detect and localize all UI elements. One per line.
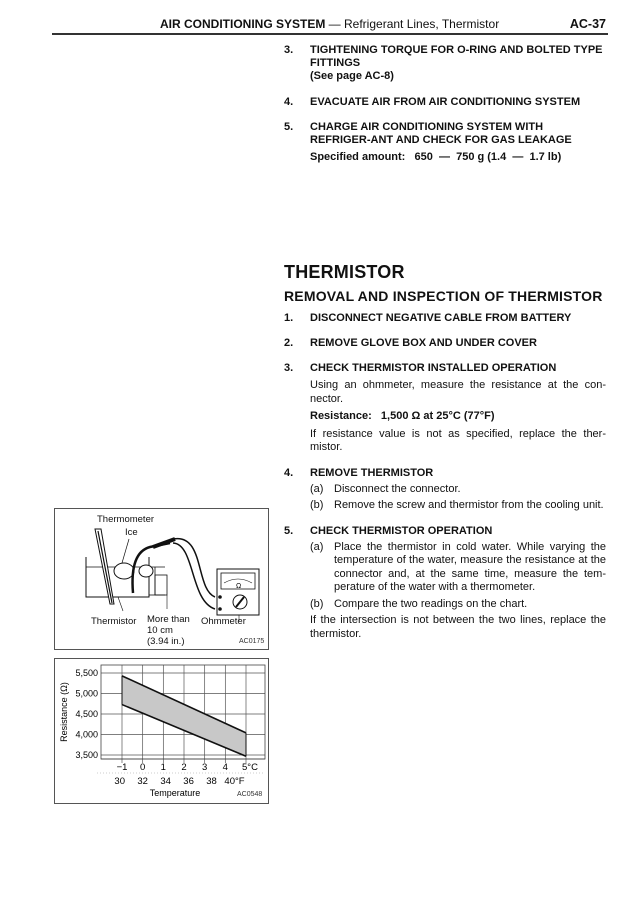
y-axis-label: Resistance (Ω) [59, 682, 69, 742]
substep-text: Place the thermistor in cold water. While varying the temperature of the water, measure the resistance at the connector and, at the same time, measure the tem-perature of the water with a thermometer. [334, 540, 606, 593]
y-tick-label: 3,500 [75, 750, 98, 760]
step-title: REMOVE THERMISTOR [310, 466, 434, 479]
thermistor-label: Thermistor [91, 616, 137, 627]
thermistor-steps [284, 312, 606, 641]
x-axis-label: Temperature [149, 788, 201, 798]
ohmmeter-label: Ohmmeter [201, 616, 246, 627]
x-tick-label-fahrenheit: 40°F [224, 776, 245, 787]
meter-scale-symbol: Ω [236, 583, 242, 590]
step-number: 2. [284, 337, 294, 349]
figure-code: AC0175 [239, 638, 265, 645]
distance-label: (3.94 in.) [147, 636, 185, 647]
step-title: CHARGE AIR CONDITIONING SYSTEM WITH REFRIGER-ANT AND CHECK FOR GAS LEAKAGE [310, 120, 572, 146]
section-subheading: REMOVAL AND INSPECTION OF THERMISTOR [284, 288, 603, 304]
step-note: (See page AC-8) [310, 70, 394, 82]
x-tick-label-celsius: 4 [222, 762, 228, 773]
section-heading: THERMISTOR [284, 262, 405, 282]
ice-icon [139, 565, 153, 577]
step-title: REMOVE GLOVE BOX AND UNDER COVER [310, 337, 537, 349]
resistance-chart-figure [54, 658, 269, 804]
x-tick-label-celsius: 1 [160, 762, 166, 773]
substep-text: Compare the two readings on the chart. [334, 597, 528, 610]
page-number: AC-37 [569, 17, 606, 31]
x-tick-label-fahrenheit: 38 [206, 776, 217, 787]
specified-amount: Specified amount: 650 — 750 g (1.4 — 1.7 lb) [310, 150, 562, 163]
header-rule [52, 33, 608, 35]
page-header [52, 14, 606, 34]
substep [284, 483, 606, 497]
step-number: 4. [284, 466, 294, 479]
step-text: Using an ohmmeter, measure the resistance at the con-nector. [310, 379, 606, 405]
x-tick-label-celsius: 2 [181, 762, 187, 773]
step-number: 5. [284, 524, 294, 537]
x-tick-label-celsius: 5°C [242, 762, 258, 773]
step-3-torque [284, 44, 606, 70]
step-number: 3. [284, 44, 294, 56]
substep-letter: (a) [310, 482, 324, 495]
x-tick-label-fahrenheit: 36 [183, 776, 194, 787]
step-1-disconnect [284, 312, 606, 325]
y-tick-label: 5,000 [75, 688, 98, 699]
distance-label: 10 cm [147, 625, 173, 636]
step-title: TIGHTENING TORQUE FOR O-RING AND BOLTED TYPE FITTINGS [310, 44, 603, 69]
step-4-remove-thermistor [284, 467, 606, 480]
x-tick-label-fahrenheit: 34 [160, 776, 171, 787]
y-tick-label: 4,000 [75, 729, 98, 740]
section-title-sub: — Refrigerant Lines, Thermistor [325, 17, 500, 31]
substep [284, 541, 606, 595]
substep-text: Remove the screw and thermistor from the cooling unit. [334, 499, 604, 511]
x-tick-label-celsius: −1 [116, 762, 128, 773]
resistance-spec: Resistance: 1,500 Ω at 25°C (77°F) [310, 410, 495, 422]
ice-icon [114, 563, 134, 579]
ice-label: Ice [125, 527, 138, 538]
x-tick-label-celsius: 0 [140, 762, 146, 773]
step-number: 3. [284, 362, 294, 374]
step-number: 4. [284, 95, 294, 108]
substep-letter: (b) [310, 597, 324, 610]
step-number: 1. [284, 312, 294, 324]
figure-code: AC0548 [237, 791, 263, 798]
step-5-check-operation [284, 525, 606, 538]
y-tick-label: 5,500 [75, 668, 98, 678]
substep-text: Disconnect the connector. [334, 482, 461, 495]
connector-icon [153, 539, 175, 547]
step-title: DISCONNECT NEGATIVE CABLE FROM BATTERY [310, 312, 572, 324]
closing-note: If the intersection is not between the two lines, replace the thermistor. [310, 614, 606, 640]
x-tick-label-fahrenheit: 30 [114, 776, 125, 787]
substep [284, 598, 606, 612]
x-tick-label-celsius: 3 [202, 762, 208, 773]
section-title [160, 17, 499, 31]
resistance-chart [55, 659, 268, 803]
step-title: CHECK THERMISTOR OPERATION [310, 524, 493, 537]
distance-label: More than [147, 614, 190, 625]
section-title-bold: AIR CONDITIONING SYSTEM [160, 17, 326, 31]
step-3-check-installed [284, 362, 606, 375]
step-number: 5. [284, 120, 294, 133]
step-title: EVACUATE AIR FROM AIR CONDITIONING SYSTEM [310, 95, 581, 108]
step-5-charge [284, 121, 606, 147]
x-tick-label-fahrenheit: 32 [137, 776, 148, 787]
substep [284, 499, 606, 513]
refrigerant-steps [284, 44, 606, 164]
y-tick-label: 4,500 [75, 709, 98, 719]
step-4-evacuate [284, 96, 606, 109]
step-text: If resistance value is not as specified, replace the ther-mistor. [310, 427, 606, 453]
step-2-remove-glove-box [284, 337, 606, 350]
substep-letter: (a) [310, 540, 324, 553]
test-setup-figure [54, 508, 269, 650]
thermometer-label: Thermometer [97, 514, 155, 525]
substep-letter: (b) [310, 499, 324, 511]
step-title: CHECK THERMISTOR INSTALLED OPERATION [310, 362, 557, 374]
